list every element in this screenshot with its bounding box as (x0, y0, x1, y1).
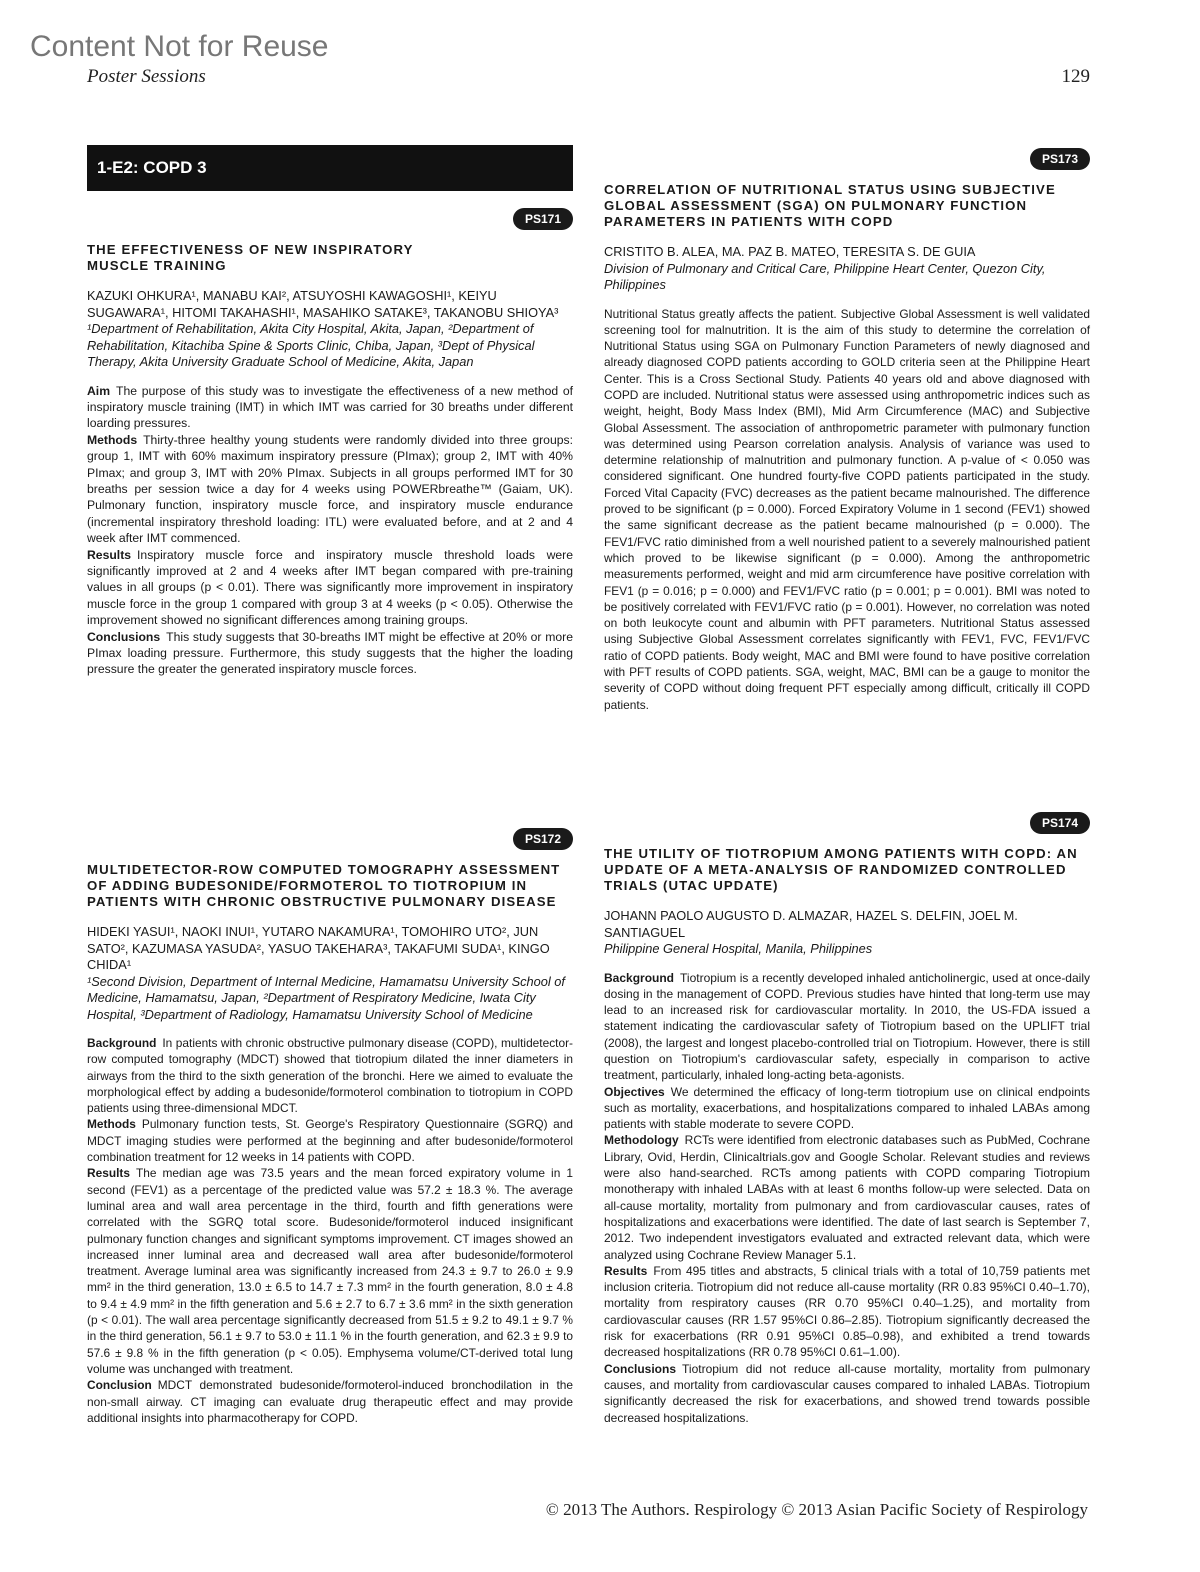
abstract-section (87, 432, 573, 547)
abstract-affiliation: Philippine General Hospital, Manila, Philippines (604, 941, 873, 956)
section-label: Conclusion (87, 1378, 152, 1393)
abstract-id-badge: PS172 (513, 828, 573, 850)
abstract-body (604, 306, 1090, 713)
abstract-body (604, 970, 1090, 1426)
abstract-section (604, 970, 1090, 1084)
section-label: Methods (87, 1117, 136, 1132)
abstract-section (604, 1263, 1090, 1361)
section-text: Nutritional Status greatly affects the patient. Subjective Global Assessment is well validated screening tool for malnutrition. It is the aim of this study to determine the correlation of Nutritional Status using SGA on Pulmonary Function Parameters of newly diagnosed and already diagnosed COPD patients according to GOLD criteria seen at the Philippine Heart Center. This is a Cross Sectional Study. Patients 40 years old and above diagnosed with COPD are included. Nutritional status were assessed using anthropometric indices such as weight, height, Body Mass Index (BMI), Mid Arm Circumference (MAC) and Subjective Global Assessment. The association of anthropometric parameter with pulmonary function was determined using Pearson correlation analysis. Analysis of variance was used to determine relationship of malnutrition and pulmonary function. A p-value of < 0.050 was considered significant. One hundred fourty-five COPD patients participated in the study. Forced Vital Capacity (FVC) decreases as the patient became malnourished. The difference proved to be significant (p = 0.000). Forced Expiratory Volume in 1 second (FEV1) showed the same significant decrease as the patient became malnourished (p = 0.000). The FEV1/FVC ratio diminished from a well nourished patient to a severely malnourished patient which proved to be likewise significant (p = 0.000). Among the anthropometric measurements performed, weight and mid arm circumference have positive correlation with FEV1 (p = 0.016; p = 0.000) and FEV1/FVC ratio (p = 0.001; p = 0.001). BMI was noted to be positively correlated with FEV1/FVC ratio (p = 0.001). However, no correlation was noted on both leukocyte count and albumin with PFT parameters. Nutritional Status assessed using Subjective Global Assessment correlates significantly with FEV1, FVC, FEV1/FVC ratio of COPD patients. Body weight, MAC and BMI were found to have positive correlation with PFT results of COPD patients. SGA, weight, MAC, BMI can be a gauge to monitor the severity of COPD without doing frequent PFT especially among difficult, critically ill COPD patients. (604, 306, 1090, 712)
section-label: Methodology (604, 1133, 679, 1148)
section-label: Results (87, 547, 132, 562)
section-text: From 495 titles and abstracts, 5 clinical trials with a total of 10,759 patients met inclusion criteria. Tiotropium did not reduce all-cause mortality (RR 0.83 95%CI 0.40–1.70), mortality from respiratory causes (RR 0.70 95%CI 0.40–1.25), and mortality from cardiovascular causes (RR 1.57 95%CI 0.86–2.85). Tiotropium significantly decreased the risk for exacerbations (RR 0.91 95%CI 0.85–0.98), and exhibited a trend towards decreased hospitalizations (RR 0.78 95%CI 0.61–1.00). (604, 1263, 1090, 1360)
abstract-affiliation: Division of Pulmonary and Critical Care, Philippine Heart Center, Quezon City, Philippines (604, 260, 1046, 292)
copyright-footer: © 2013 The Authors. Respirology © 2013 Asian Pacific Society of Respirology (545, 1500, 1088, 1519)
abstract-section (87, 1165, 573, 1377)
section-text: In patients with chronic obstructive pulmonary disease (COPD), multidetector-row computed tomography (MDCT) showed that tiotropium dilated the inner diameters in airways from the third to the sixth generation of the bronchi. Here we aimed to evaluate the morphological effect by adding a budesonide/formoterol combination to tiotropium in COPD patients using three-dimensional MDCT. (87, 1036, 573, 1116)
abstract-id-badge: PS173 (1030, 148, 1090, 170)
section-label: Background (87, 1036, 157, 1050)
section-label: Objectives (604, 1084, 665, 1099)
section-text: This study suggests that 30-breaths IMT might be effective at 20% or more PImax loading pressure. Furthermore, this study suggests that the higher the loading pressure the greater the generated inspiratory muscle forces. (87, 629, 573, 677)
abstract-section (87, 1035, 573, 1116)
section-text: We determined the efficacy of long-term tiotropium use on clinical endpoints such as mortality, exacerbations, and hospitalizations compared to inhaled LABAs among patients with stable moderate to severe COPD. (604, 1084, 1090, 1132)
abstract-title: CORRELATION OF NUTRITIONAL STATUS USING SUBJECTIVE GLOBAL ASSESSMENT (SGA) ON PULMONARY FUNCTION PARAMETERS IN PATIENTS WITH COPD (604, 182, 1056, 229)
abstract-ps172 (87, 828, 573, 1426)
abstract-ps174 (604, 812, 1090, 1426)
section-label: Methods (87, 432, 138, 447)
running-head: Poster Sessions (87, 66, 206, 87)
section-text: Tiotropium did not reduce all-cause mortality, mortality from pulmonary causes, and mortality from cardiovascular causes compared to inhaled LABAs. Tiotropium significantly decreased the risk for exacerbations, and showed trend towards possible decreased hospitalizations. (604, 1361, 1090, 1425)
abstract-authors: HIDEKI YASUI¹, NAOKI INUI¹, YUTARO NAKAMURA¹, TOMOHIRO UTO², JUN SATO², KAZUMASA YASUDA², YASUO TAKEHARA³, TAKAFUMI SUDA¹, KINGO CHIDA¹ (87, 924, 550, 972)
abstract-authors: JOHANN PAOLO AUGUSTO D. ALMAZAR, HAZEL S. DELFIN, JOEL M. SANTIAGUEL (604, 908, 1018, 940)
abstract-id-badge: PS171 (513, 208, 573, 230)
section-label: Background (604, 970, 675, 985)
section-text: RCTs were identified from electronic databases such as PubMed, Cochrane Library, Ovid, Herdin, Clinicaltrials.gov and Google Scholar. Relevant studies and reviews were also hand-searched. RCTs among patients with COPD comparing Tiotropium monotherapy with inhaled LABAs with at least 6 months follow-up were selected. Data on all-cause mortality, mortality from pulmonary and from cardiovascular causes, rates of hospitalizations and exacerbations were identified. The date of last search is September 7, 2012. Two independent investigators evaluated and extracted relevant data, which were analyzed using Cochrane Review Manager 5.1. (604, 1133, 1090, 1262)
abstract-affiliation: ¹Department of Rehabilitation, Akita City Hospital, Akita, Japan, ²Department of Rehabilitation, Kitachiba Spine & Sports Clinic, Chiba, Japan, ³Dept of Physical Therapy, Akita University Graduate School of Medicine, Akita, Japan (87, 321, 535, 369)
abstract-body (87, 1035, 573, 1426)
abstract-section (87, 1377, 573, 1426)
page-number: 129 (1061, 66, 1090, 87)
watermark: Content Not for Reuse (30, 30, 329, 63)
abstract-section (604, 1132, 1090, 1262)
abstract-section (604, 1361, 1090, 1426)
section-banner (87, 145, 573, 191)
abstract-section (87, 547, 573, 629)
section-label: Results (604, 1263, 648, 1278)
section-label: Aim (87, 383, 111, 398)
abstract-affiliation: ¹Second Division, Department of Internal Medicine, Hamamatsu University School of Medicine, Hamamatsu, Japan, ²Department of Respiratory Medicine, Iwata City Hospital, ³Department of Radiology, Hamamatsu University School of Medicine (87, 973, 565, 1022)
section-text: The median age was 73.5 years and the mean forced expiratory volume in 1 second (FEV1) as a percentage of the predicted value was 57.2 ± 18.3 %. The average luminal area and wall area percentage in the third, fourth and fifth generations were correlated with the SGRQ total score. Budesonide/formoterol induced insignificant pulmonary function changes and significant symptoms improvement. CT images showed an increased inner luminal area and decreased wall area after budesonide/formoterol treatment. Average luminal area was significantly increased from 24.3 ± 9.7 to 26.0 ± 9.9 mm² in the third generation, 13.0 ± 6.5 to 14.7 ± 7.3 mm² in the fourth generation, 8.0 ± 4.8 to 9.4 ± 4.9 mm² in the fifth generation and 5.6 ± 2.7 to 6.7 ± 3.6 mm² in the sixth generation (p < 0.01). The wall area percentage significantly decreased from 51.5 ± 9.2 to 49.1 ± 9.7 % in the third generation, 56.1 ± 9.7 to 53.0 ± 11.1 % in the fourth generation, and 62.3 ± 9.9 to 57.6 ± 9.8 % in the fifth generation (p < 0.05). Emphysema volume/CT-derived total lung volume was unchanged with treatment. (87, 1166, 573, 1376)
abstract-section (87, 383, 573, 432)
abstract-title: THE EFFECTIVENESS OF NEW INSPIRATORY MUSCLE TRAINING (87, 242, 414, 273)
section-text: Inspiratory muscle force and inspiratory muscle threshold loads were significantly improved at 2 and 4 weeks after IMT began compared with pre-training values in all groups (p < 0.01). There was significantly more improvement in inspiratory muscle force in the group 1 compared with group 3 at 4 weeks (p < 0.05). Otherwise the improvement showed no significant differences among training groups. (87, 547, 573, 628)
abstract-id-badge: PS174 (1030, 812, 1090, 834)
section-text: The purpose of this study was to investigate the effectiveness of a new method of inspiratory muscle training (IMT) in which IMT was carried for 30 breaths under different loarding pressures. (87, 383, 573, 431)
section-label: Conclusions (604, 1361, 677, 1376)
abstract-title: THE UTILITY OF TIOTROPIUM AMONG PATIENTS WITH COPD: AN UPDATE OF A META-ANALYSIS OF RANDOMIZED CONTROLLED TRIALS (UTAC UPDATE) (604, 846, 1078, 893)
abstract-ps173 (604, 148, 1090, 713)
section-label: Conclusions (87, 629, 161, 644)
abstract-authors: KAZUKI OHKURA¹, MANABU KAI², ATSUYOSHI KAWAGOSHI¹, KEIYU SUGAWARA¹, HITOMI TAKAHASHI¹, MASAHIKO SATAKE³, TAKANOBU SHIOYA³ (87, 288, 559, 320)
section-text: Thirty-three healthy young students were randomly divided into three groups: group 1, IMT with 60% maximum inspiratory pressure (PImax); group 2, IMT with 40% PImax; and group 3, IMT with 20% PImax. Subjects in all groups performed IMT for 30 breaths per session twice a day for 4 weeks using POWERbreathe™ (Gaiam, UK). Pulmonary function, inspiratory muscle force, and inspiratory muscle endurance (incremental inspiratory threshold loading: ITL) were evaluated before, and at 2 and 4 week after IMT commenced. (87, 432, 573, 546)
section-label: Results (87, 1166, 130, 1181)
abstract-authors: CRISTITO B. ALEA, MA. PAZ B. MATEO, TERESITA S. DE GUIA (604, 244, 976, 259)
abstract-body (87, 383, 573, 678)
abstract-title: MULTIDETECTOR-ROW COMPUTED TOMOGRAPHY ASSESSMENT OF ADDING BUDESONIDE/FORMOTEROL TO TIOTROPIUM IN PATIENTS WITH CHRONIC OBSTRUCTIVE PULMONARY DISEASE (87, 862, 561, 909)
section-title: 1-E2: COPD 3 (97, 158, 207, 177)
abstract-ps171 (87, 208, 573, 678)
abstract-section (604, 306, 1090, 713)
section-text: Pulmonary function tests, St. George's Respiratory Questionnaire (SGRQ) and MDCT imaging studies were performed at the beginning and after budesonide/formoterol combination treatment for 12 weeks in 14 patients with COPD. (87, 1117, 573, 1165)
abstract-section (87, 1116, 573, 1165)
abstract-section (604, 1084, 1090, 1133)
abstract-section (87, 629, 573, 678)
section-text: MDCT demonstrated budesonide/formoterol-induced bronchodilation in the non-small airway. CT imaging can evaluate drug therapeutic effect and may provide additional insights into pharmacotherapy for COPD. (87, 1378, 573, 1425)
section-text: Tiotropium is a recently developed inhaled anticholinergic, used at once-daily dosing in the management of COPD. Previous studies have hinted that long-term use may lead to an increased risk for cardiovascular mortality. In 2010, the US-FDA issued a statement indicating the cardiovascular safety of Tiotropium based on the UPLIFT trial (2008), the largest and longest placebo-controlled trial on Tiotropium. However, there is still question on Tiotropium's cardiovascular safety, especially in comparison to active treatment, particularly, inhaled long-acting beta-agonists. (604, 970, 1090, 1083)
